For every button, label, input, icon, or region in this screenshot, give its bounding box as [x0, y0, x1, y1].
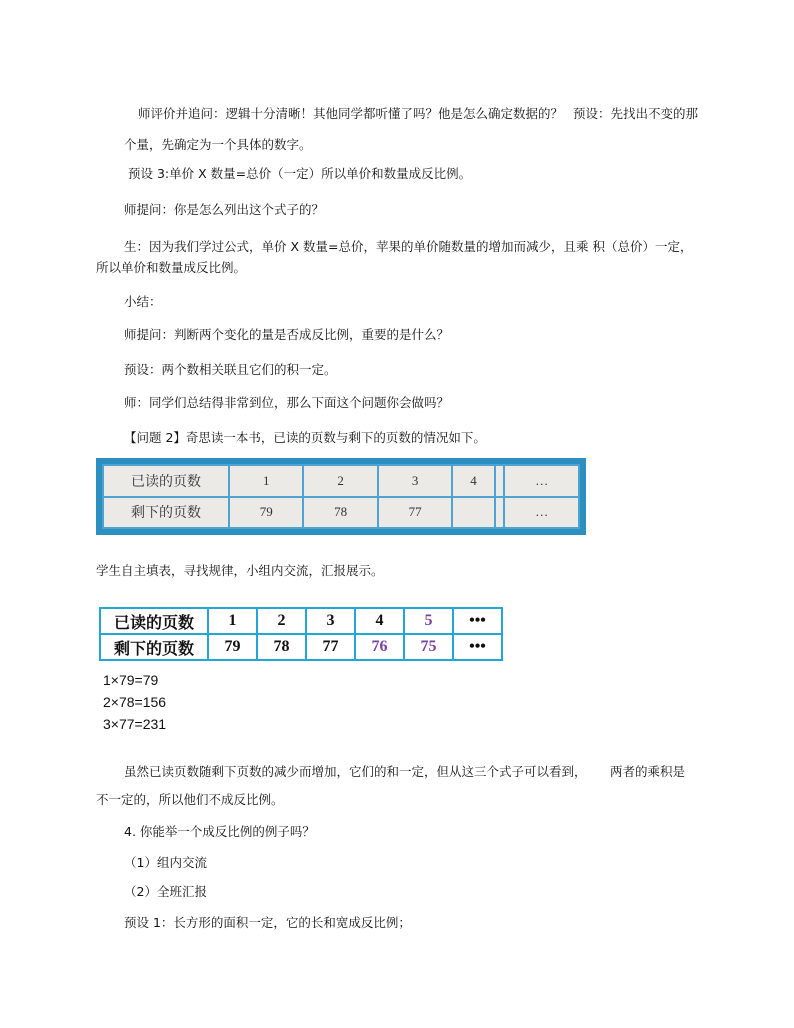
text-line: 所以单价和数量成反比例。	[96, 260, 247, 275]
table-cell: 1	[229, 465, 303, 497]
text-line: 个量，先确定为一个具体的数字。	[124, 137, 312, 152]
table-cell: •••	[453, 608, 502, 634]
table-cell	[452, 497, 494, 529]
table-cell: 3	[306, 608, 355, 634]
text-line: 生：因为我们学过公式，单价 X 数量=总价，苹果的单价随数量的增加而减少，且乘 积（总价）一定，	[124, 239, 693, 254]
table-cell: 79	[208, 634, 257, 660]
text-line: 预设 1：长方形的面积一定，它的长和宽成反比例；	[124, 915, 411, 930]
table-cell: 78	[303, 497, 377, 529]
table-cell-filled: 76	[355, 634, 404, 660]
table-cell-filled: 5	[404, 608, 453, 634]
table-cell: 2	[257, 608, 306, 634]
text-line: （1）组内交流	[124, 855, 207, 870]
table-cell: 2	[303, 465, 377, 497]
table-cell: •••	[453, 634, 502, 660]
text-line: 学生自主填表，寻找规律，小组内交流，汇报展示。	[96, 563, 384, 578]
page-count-table-photo	[96, 458, 586, 535]
table-cell: 77	[378, 497, 452, 529]
text-line: 小结：	[124, 294, 162, 309]
table-cell: …	[504, 465, 579, 497]
text-line: 4. 你能举一个成反比例的例子吗？	[124, 824, 315, 839]
table-cell: 78	[257, 634, 306, 660]
text-line: 预设：先找出不变的那	[573, 106, 699, 121]
text-line: 虽然已读页数随剩下页数的减少而增加，它们的和一定，但从这三个式子可以看到，	[124, 764, 587, 779]
text-line: 师提问：判断两个变化的量是否成反比例，重要的是什么？	[124, 327, 450, 342]
table-cell: 79	[229, 497, 303, 529]
table-cell	[495, 465, 505, 497]
table-cell: 4	[452, 465, 494, 497]
equation-line: 3×77=231	[103, 716, 167, 732]
text-line: 师：同学们总结得非常到位，那么下面这个问题你会做吗？	[124, 395, 450, 410]
text-line: 两者的乘积是	[610, 764, 686, 779]
table-header-read: 已读的页数	[103, 465, 229, 497]
text-line: 师评价并追问：逻辑十分清晰！其他同学都听懂了吗？他是怎么确定数据的？	[138, 106, 564, 121]
table-cell: 77	[306, 634, 355, 660]
equation-line: 2×78=156	[103, 694, 167, 710]
text-line: 预设 3:单价 X 数量=总价（一定）所以单价和数量成反比例。	[128, 166, 472, 181]
equation-line: 1×79=79	[103, 672, 159, 688]
table-header-read: 已读的页数	[100, 608, 208, 634]
text-line: 不一定的，所以他们不成反比例。	[96, 792, 284, 807]
table-cell: …	[504, 497, 579, 529]
table-cell: 1	[208, 608, 257, 634]
table-header-remaining: 剩下的页数	[103, 497, 229, 529]
text-line: （2）全班汇报	[124, 884, 207, 899]
table-cell: 4	[355, 608, 404, 634]
text-line: 【问题 2】奇思读一本书，已读的页数与剩下的页数的情况如下。	[124, 430, 486, 445]
text-line: 预设：两个数相关联且它们的积一定。	[124, 362, 337, 377]
text-line: 师提问：你是怎么列出这个式子的？	[124, 202, 325, 217]
table-cell-filled: 75	[404, 634, 453, 660]
page-count-table-filled	[99, 607, 503, 661]
table-header-remaining: 剩下的页数	[100, 634, 208, 660]
table-cell: 3	[378, 465, 452, 497]
table-cell	[495, 497, 505, 529]
